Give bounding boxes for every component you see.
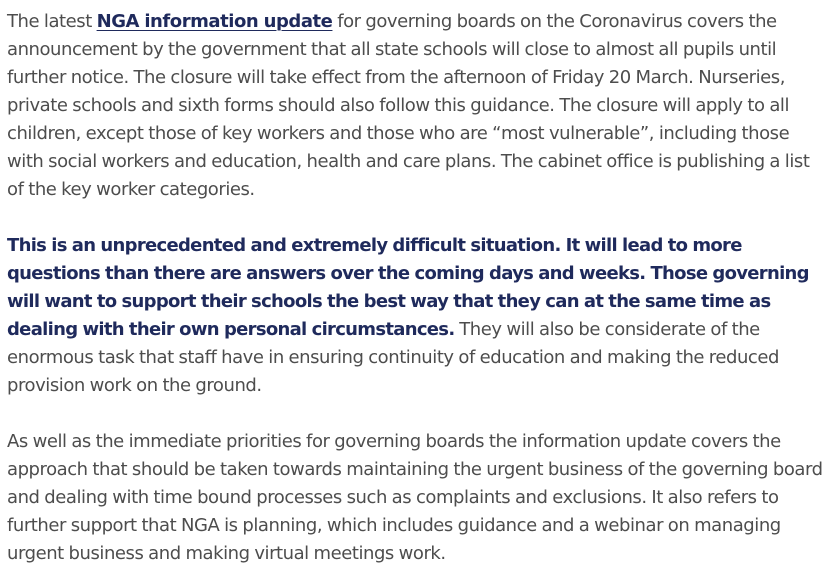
situation-normal-text: They will also be considerate of the enormous task that staff have in ensuring continuity of education and making the reduced provision work on the ground. [7, 319, 779, 396]
intro-text-after-link: for governing boards on the Coronavirus covers the announcement by the government that all state schools will close to almost all pupils until further notice. The closure will take effect from the afternoon of Friday 20 March. Nurseries, private schools and sixth forms should also follow this guidance. The closure will apply to all children, except those of key workers and those who are “most vulnerable”, including those with social workers and education, health and care plans. The cabinet office is publishing a list of the key worker categories. [7, 11, 810, 200]
paragraph-priorities [7, 428, 827, 568]
nga-information-update-link[interactable]: NGA information update [96, 11, 333, 32]
paragraph-intro [7, 8, 827, 204]
paragraph-situation [7, 232, 827, 400]
priorities-text: As well as the immediate priorities for governing boards the information update covers the approach that should be taken towards maintaining the urgent business of the governing board and dealing with time bound processes such as complaints and exclusions. It also refers to further support that NGA is planning, which includes guidance and a webinar on managing urgent business and making virtual meetings work. [7, 431, 823, 564]
situation-bold-text: This is an unprecedented and extremely difficult situation. It will lead to more questions than there are answers over the coming days and weeks. Those governing will want to support their schools the best way that they can at the same time as dealing with their own personal circumstances. [7, 235, 809, 340]
intro-text-before-link: The latest [7, 11, 97, 32]
